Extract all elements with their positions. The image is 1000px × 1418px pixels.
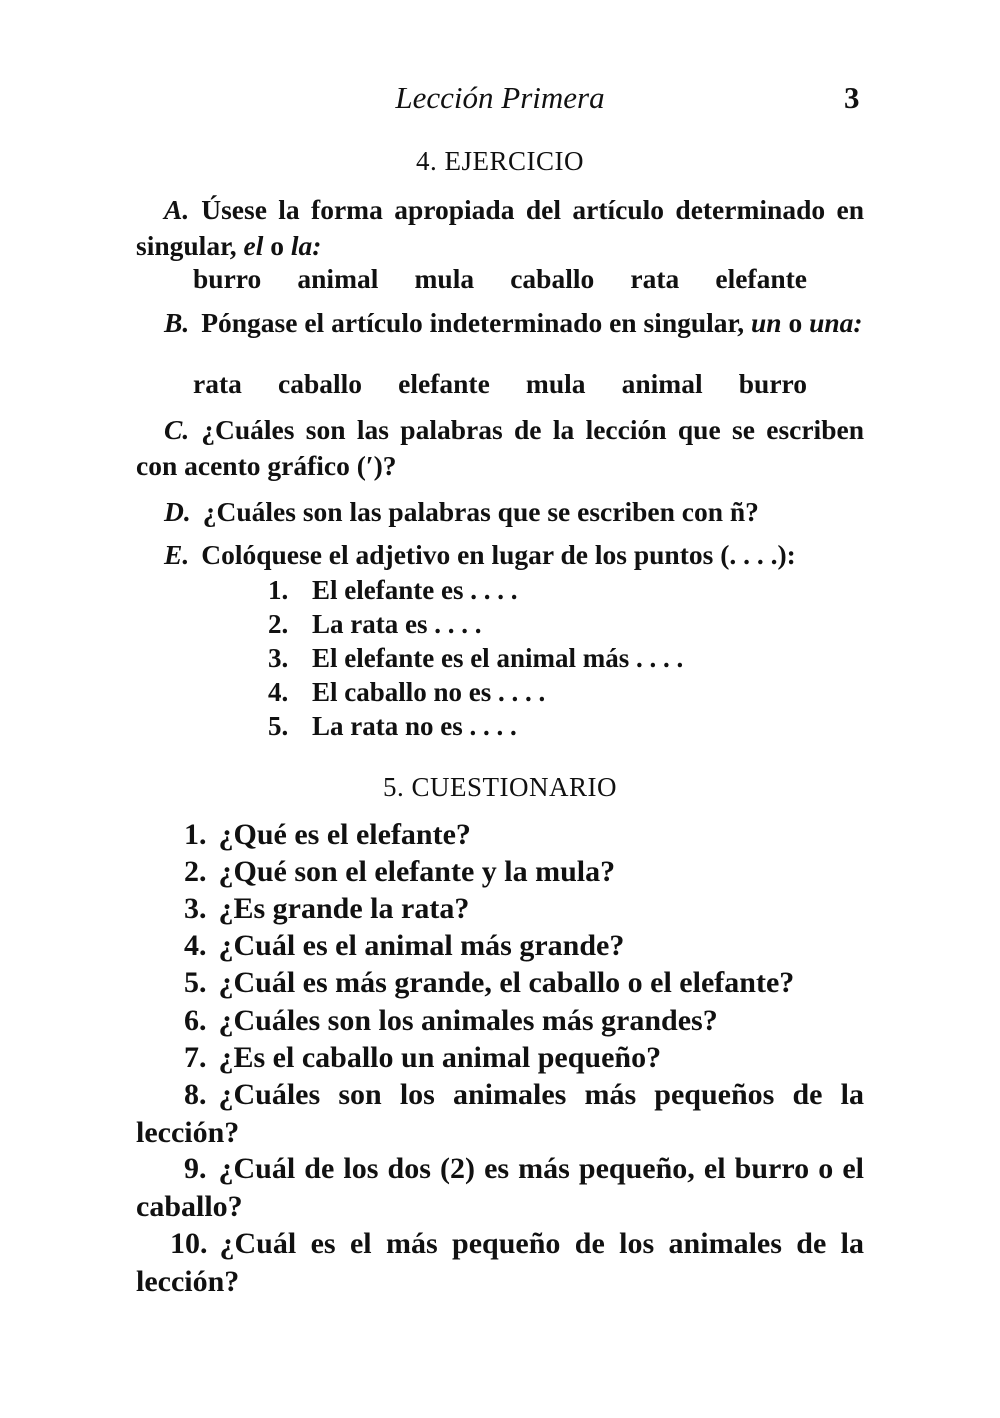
exercise-b-instruction: B. Póngase el artículo indeterminado en singular, un o una: [164,307,863,338]
exercise-e-instruction: E. Colóquese el adjetivo en lugar de los puntos (. . . .): [164,539,796,570]
question-item: 4. ¿Cuál es el animal más grande? [184,929,625,962]
cuestionario-heading: 5. CUESTIONARIO [383,772,617,802]
exercise-a-word-list [193,263,807,295]
word: elefante [715,263,807,294]
word: caballo [278,368,363,399]
ejercicio-heading: 4. EJERCICIO [416,146,584,176]
exercise-e-item: 3. El elefante es el animal más . . . . [268,643,684,673]
question-item: 8. ¿Cuáles son los animales más pequeños de la lección? [136,1078,864,1149]
exercise-e-item: 2. La rata es . . . . [268,609,482,639]
exercise-b-letter: B. [164,307,190,338]
word: animal [297,263,379,294]
word: elefante [398,368,490,399]
word: burro [738,368,807,399]
word: mula [414,263,475,294]
exercise-b-word-list [193,368,807,400]
running-title: Lección Primera [395,80,605,115]
word: rata [630,263,680,294]
word: animal [621,368,703,399]
question-item: 2. ¿Qué son el elefante y la mula? [184,855,616,888]
exercise-c-question: C. ¿Cuáles son las palabras de la lección que se escriben con acento gráfico (′)? [136,414,864,481]
word: mula [525,368,586,399]
question-item: 10. ¿Cuál es el más pequeño de los animales de la lección? [136,1227,864,1298]
exercise-e-item: 5. La rata no es . . . . [268,711,517,741]
exercise-d-letter: D. [164,496,191,527]
question-item: 9. ¿Cuál de los dos (2) es más pequeño, el burro o el caballo? [136,1152,864,1223]
exercise-c-letter: C. [164,414,190,445]
exercise-e-item: 4. El caballo no es . . . . [268,677,546,707]
question-item: 5. ¿Cuál es más grande, el caballo o el elefante? [184,966,795,999]
exercise-a-letter: A. [164,194,190,225]
exercise-a-instruction: A. Úsese la forma apropiada del artículo determinado en singular, el o la: [136,194,864,261]
question-item: 7. ¿Es el caballo un animal pequeño? [184,1041,662,1074]
word: rata [193,368,242,399]
exercise-e-letter: E. [164,539,190,570]
exercise-e-item: 1. El elefante es . . . . [268,575,518,605]
question-item: 6. ¿Cuáles son los animales más grandes? [184,1004,718,1037]
question-item: 3. ¿Es grande la rata? [184,892,470,925]
question-item: 1. ¿Qué es el elefante? [184,818,471,851]
exercise-d-question: D. ¿Cuáles son las palabras que se escriben con ñ? [164,496,759,527]
page-number: 3 [844,80,860,115]
word: burro [193,263,262,294]
word: caballo [510,263,595,294]
